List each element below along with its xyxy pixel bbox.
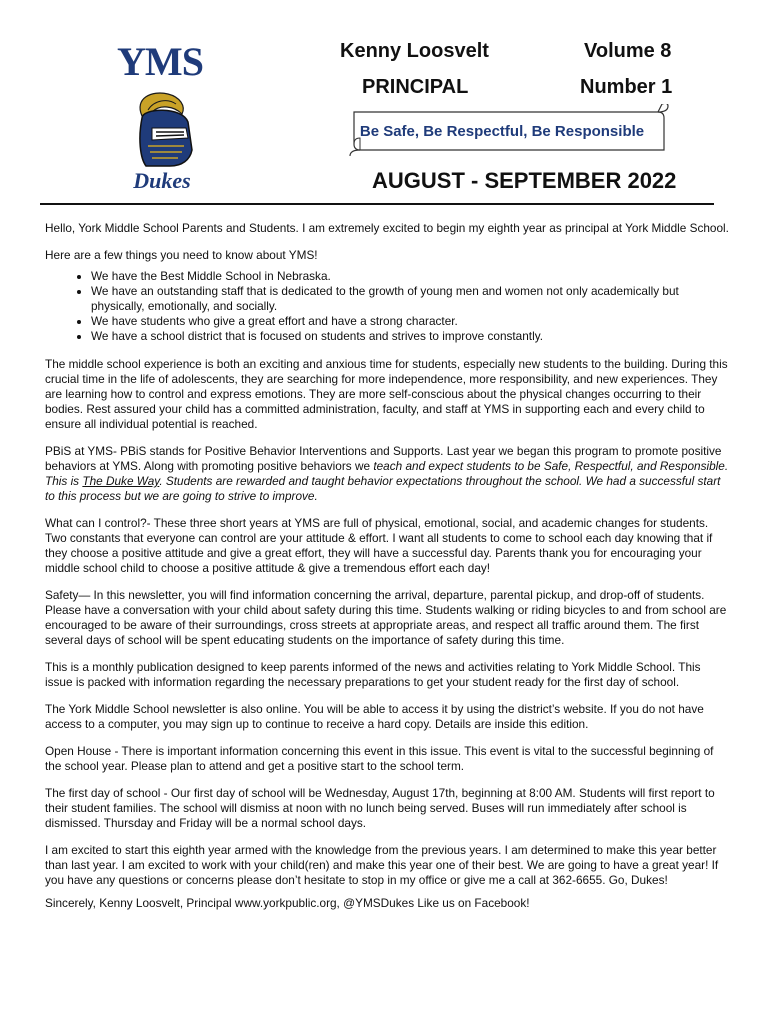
volume-label: Volume 8 xyxy=(584,40,672,62)
newsletter-body xyxy=(45,221,731,923)
motto-text: Be Safe, Be Respectful, Be Responsible xyxy=(359,123,645,140)
list-item: • We have students who give a great effort and have a strong character. xyxy=(91,314,731,329)
list-item: • We have a school district that is focused on students and strives to improve constantly. xyxy=(91,329,731,344)
online-paragraph: The York Middle School newsletter is also online. You will be able to access it by using the district’s website. If you do not have access to a computer, you may sign up to continue to receive a hard copy. Details are inside this edition. xyxy=(45,702,704,731)
header-divider xyxy=(40,203,714,205)
pbis-emphasis-end: . Students are rewarded and taught behavior expectations throughout the school. We had a successful start to this process but we are going to strive to improve. xyxy=(45,474,721,503)
list-item: • We have the Best Middle School in Nebraska. xyxy=(91,269,731,284)
pbis-paragraph xyxy=(45,444,731,504)
safety-paragraph: Safety— In this newsletter, you will find information concerning the arrival, departure, parental pickup, and drop-off of students. Please have a conversation with your child about safety during this time. Students walking or riding bicycles to and from school are encouraged to be aware of their surroundings, cross streets at appropriate areas, and respect all traffic around them. The first several days of school will be spent educating students on the importance of safety during this time. xyxy=(45,588,727,647)
pbis-text: PBiS at YMS- PBiS stands for Positive Behavior Interventions and Supports. Last year we began this program to promote positive behaviors at YMS. Along with promoting positive behaviors we xyxy=(45,444,722,473)
open-house-paragraph: Open House - There is important information concerning this event in this issue. This event is vital to the successful beginning of the school year. Please plan to attend and get a positive start to the school term. xyxy=(45,744,714,773)
first-day-paragraph: The first day of school - Our first day of school will be Wednesday, August 17th, beginning at 8:00 AM. Students will first report to their student families. The school will dismiss at noon with no lunch being served. Buses will run immediately after school is dismissed. Thursday and Friday will be a normal school days. xyxy=(45,786,715,830)
pbis-emphasis: teach and expect students to be Safe, Respectful, and Responsible. This is xyxy=(45,459,729,488)
issue-number: Number 1 xyxy=(580,76,673,98)
logo-text: YMS xyxy=(117,39,203,84)
control-paragraph: What can I control?- These three short years at YMS are full of physical, emotional, social, and academic changes for students. Two constants that everyone can control are your attitude & effort. I want all students to come to school each day knowing that if they choose a positive attitude and give a great effort, they will have a successful day. Parents thank you for encouraging your middle school child to choose a positive attitude & give a tremendous effort each day! xyxy=(45,516,713,575)
experience-paragraph: The middle school experience is both an exciting and anxious time for students, especially new students to the building. During this crucial time in the life of adolescents, they are searching for more independence, more responsibility, and new experiences. They are learning how to control and express emotions. They are more self-conscious about the physical changes occurring to their bodies. Rest assured your child has a committed administration, faculty, and staff at YMS in supporting each and every child to ensure all individual potential is reached. xyxy=(45,357,728,431)
list-intro: Here are a few things you need to know about YMS! xyxy=(45,248,318,262)
knight-helmet-icon xyxy=(112,88,212,193)
school-logo xyxy=(100,38,220,193)
issue-title: AUGUST - SEPTEMBER 2022 xyxy=(372,168,677,193)
principal-role: PRINCIPAL xyxy=(362,76,469,98)
duke-way-link[interactable]: The Duke Way xyxy=(82,474,160,488)
monthly-paragraph: This is a monthly publication designed to keep parents informed of the news and activities relating to York Middle School. This issue is packed with information regarding the necessary preparations to get your student ready for the first day of school. xyxy=(45,660,701,689)
mascot-label: Dukes xyxy=(133,168,191,193)
list-item: • We have an outstanding staff that is dedicated to the growth of young men and women not only academically but physically, emotionally, and socially. xyxy=(91,284,731,314)
greeting-paragraph: Hello, York Middle School Parents and Students. I am extremely excited to begin my eighth year as principal at York Middle School. xyxy=(45,221,729,235)
principal-name: Kenny Loosvelt xyxy=(340,40,489,62)
signature-line: Sincerely, Kenny Loosvelt, Principal www.yorkpublic.org, @YMSDukes Like us on Facebook! xyxy=(45,896,530,910)
closing-paragraph: I am excited to start this eighth year armed with the knowledge from the previous years. I am determined to make this year better than last year. I am excited to work with your child(ren) and make this year one of their best. We are going to have a great year! If you have any questions or concerns please don’t hesitate to stop in my office or give me a call at 362-6655. Go, Dukes! xyxy=(45,843,719,887)
facts-list xyxy=(45,269,731,344)
